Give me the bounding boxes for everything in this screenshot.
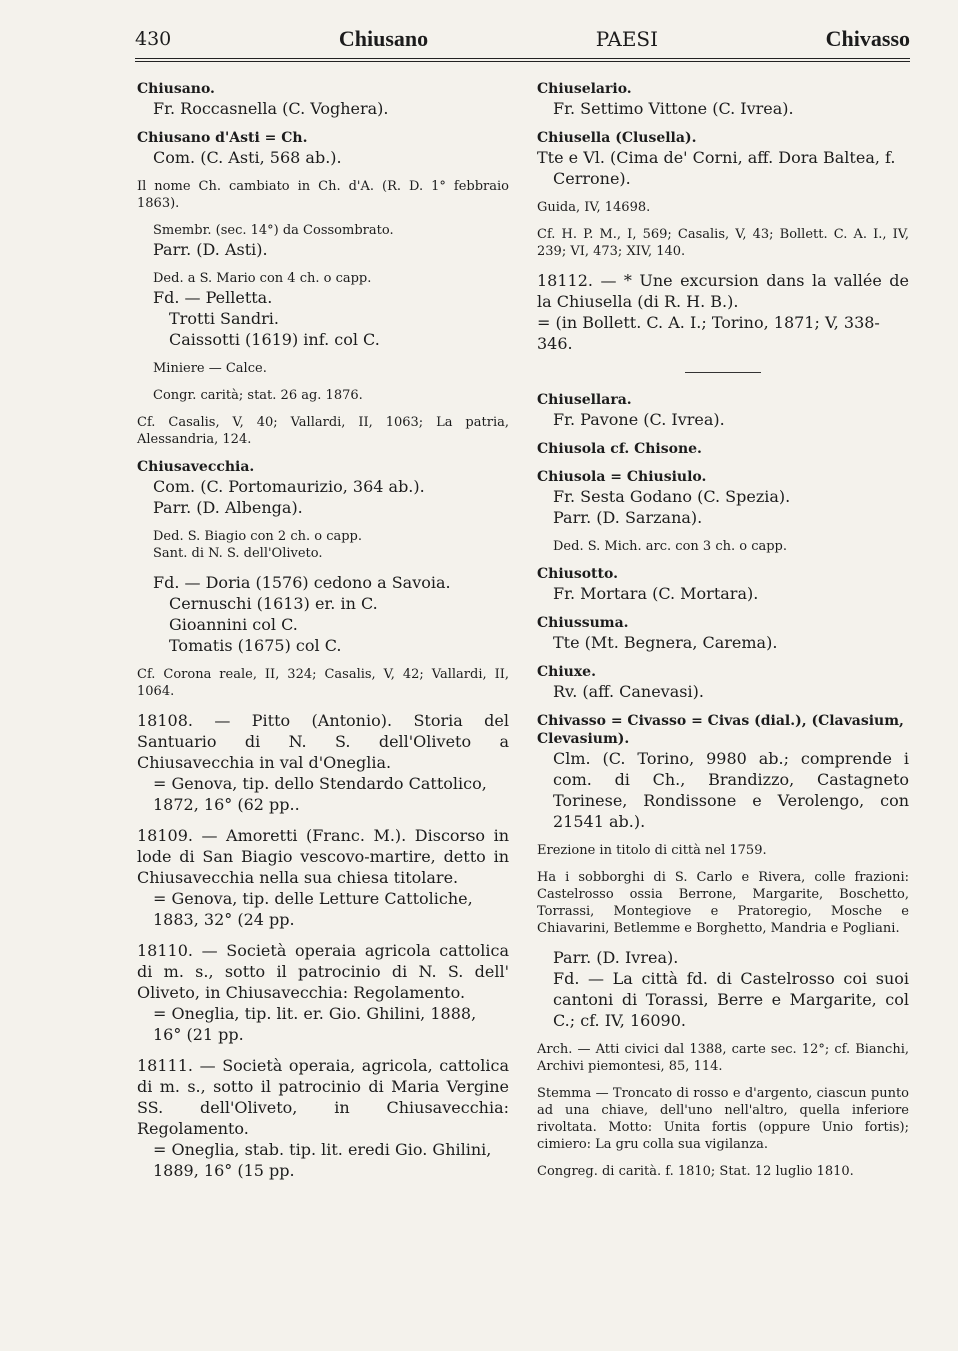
entry-line: Cf. Casalis, V, 40; Vallardi, II, 1063; La patria, Alessandria, 124. <box>137 415 509 447</box>
entry-line: Com. (C. Portomaurizio, 364 ab.). <box>153 477 425 496</box>
spacer <box>537 430 909 440</box>
page-number: 430 <box>135 28 172 50</box>
entry-line: Il nome Ch. cambiato in Ch. d'A. (R. D. 1° febbraio 1863). <box>137 179 509 211</box>
entry-headword: Chiusavecchia. <box>137 459 255 475</box>
entry-line: Arch. — Atti civici dal 1388, carte sec. 12°; cf. Bianchi, Archivi piemontesi, 85, 114. <box>537 1042 909 1074</box>
entry-headword: Chiusotto. <box>537 566 618 582</box>
entry-line: Fr. Settimo Vittone (C. Ivrea). <box>553 99 794 118</box>
entry-line: Parr. (D. Sarzana). <box>553 508 703 527</box>
entry-line: Ha i sobborghi di S. Carlo e Rivera, colle frazioni: Castelrosso ossia Berrone, Margarite, Boschetto, Torrassi, Montegiove e Pratoregio, Mosche e Chiavarini, Betlemme e Borghetto, Mandria e Pogliani. <box>537 870 909 936</box>
spacer <box>537 528 909 538</box>
entry-line: = Genova, tip. dello Stendardo Cattolico, 1872, 16° (62 pp.. <box>153 774 487 814</box>
entry-line: Congreg. di carità. f. 1810; Stat. 12 luglio 1810. <box>537 1164 854 1179</box>
left-column <box>137 80 509 1181</box>
entry-line: 18108. — Pitto (Antonio). Storia del Santuario di N. S. dell'Oliveto a Chiusavecchia in val d'Oneglia. <box>137 711 509 772</box>
entry-line: 18112. — * Une excursion dans la vallée de la Chiusella (di R. H. B.). <box>537 271 909 311</box>
spacer <box>537 119 909 129</box>
entry-line: = Oneglia, tip. lit. er. Gio. Ghilini, 1888, 16° (21 pp. <box>153 1004 477 1044</box>
spacer <box>137 404 509 414</box>
running-header <box>135 22 910 56</box>
entry-line: Clm. (C. Torino, 9980 ab.; comprende i com. di Ch., Brandizzo, Castagneto Torinese, Rondissone e Verolengo, con 21541 ab.). <box>553 749 909 831</box>
entry-headword: Chiuselario. <box>537 81 632 97</box>
entry-line: Sant. di N. S. dell'Oliveto. <box>153 546 323 561</box>
entry-line: Fd. — Pelletta. <box>153 288 273 307</box>
entry-line: Cernuschi (1613) er. in C. <box>169 594 378 613</box>
spacer <box>537 555 909 565</box>
section-separator <box>685 372 761 373</box>
header-rule-bottom <box>135 61 910 62</box>
spacer <box>537 859 909 869</box>
spacer <box>137 119 509 129</box>
spacer <box>137 448 509 458</box>
spacer <box>137 350 509 360</box>
spacer <box>537 260 909 270</box>
entry-line: Com. (C. Asti, 568 ab.). <box>153 148 342 167</box>
entry-line: Fd. — La città fd. di Castelrosso coi suoi cantoni di Torassi, Berre e Margarite, col C.; cf. IV, 16090. <box>553 969 909 1030</box>
spacer <box>137 518 509 528</box>
spacer <box>537 832 909 842</box>
entry-line: Erezione in titolo di città nel 1759. <box>537 843 767 858</box>
entry-headword: Chiusola = Chiusiulo. <box>537 469 707 485</box>
entry-line: = Genova, tip. delle Letture Cattoliche, 1883, 32° (24 pp. <box>153 889 473 929</box>
entry-line: Tomatis (1675) col C. <box>169 636 342 655</box>
right-column <box>537 80 909 1180</box>
entry-headword: Chiusano. <box>137 81 215 97</box>
spacer <box>537 1153 909 1163</box>
spacer <box>537 458 909 468</box>
entry-line: Tte (Mt. Begnera, Carema). <box>553 633 778 652</box>
spacer <box>137 377 509 387</box>
entry-line: Guida, IV, 14698. <box>537 200 651 215</box>
entry-line: Fr. Roccasnella (C. Voghera). <box>153 99 389 118</box>
right-running-title: Chivasso <box>825 26 910 51</box>
entry-headword: Chiussuma. <box>537 615 629 631</box>
entry-headword: Chiuxe. <box>537 664 596 680</box>
entry-line: Fr. Mortara (C. Mortara). <box>553 584 759 603</box>
entry-line: Congr. carità; stat. 26 ag. 1876. <box>153 388 363 403</box>
entry-line: Miniere — Calce. <box>153 361 267 376</box>
spacer <box>537 189 909 199</box>
left-running-title: Chiusano <box>338 26 429 51</box>
spacer <box>137 168 509 178</box>
entry-headword: Chivasso = Civasso = Civas (dial.), (Clavasium, Clevasium). <box>537 713 904 747</box>
entry-line: Fr. Pavone (C. Ivrea). <box>553 410 725 429</box>
spacer <box>537 702 909 712</box>
spacer <box>537 216 909 226</box>
entry-line: Fr. Sesta Godano (C. Spezia). <box>553 487 791 506</box>
spacer <box>537 604 909 614</box>
spacer <box>537 653 909 663</box>
entry-line: Cf. H. P. M., I, 569; Casalis, V, 43; Bollett. C. A. I., IV, 239; VI, 473; XIV, 140. <box>537 227 909 259</box>
entry-line: 18110. — Società operaia agricola cattolica di m. s., sotto il patrocinio di N. S. dell' Oliveto, in Chiusavecchia: Regolamento. <box>137 941 509 1002</box>
entry-line: = Oneglia, stab. tip. lit. eredi Gio. Ghilini, 1889, 16° (15 pp. <box>153 1140 492 1180</box>
spacer <box>537 937 909 947</box>
entry-headword: Chiusellara. <box>537 392 632 408</box>
spacer <box>137 930 509 940</box>
entry-line: Gioannini col C. <box>169 615 298 634</box>
spacer <box>137 212 509 222</box>
entry-line: Tte e Vl. (Cima de' Corni, aff. Dora Baltea, f. Cerrone). <box>537 148 896 188</box>
entry-line: Cf. Corona reale, II, 324; Casalis, V, 42; Vallardi, II, 1064. <box>137 667 509 699</box>
spacer <box>137 562 509 572</box>
header-rule-top <box>135 58 910 59</box>
entry-headword: Chiusano d'Asti = Ch. <box>137 130 308 146</box>
spacer <box>137 815 509 825</box>
entry-headword: Chiusella (Clusella). <box>537 130 697 146</box>
entry-line: Parr. (D. Albenga). <box>153 498 303 517</box>
entry-line: Ded. S. Mich. arc. con 3 ch. o capp. <box>553 539 788 554</box>
spacer <box>537 1031 909 1041</box>
spacer <box>137 656 509 666</box>
entry-line: Ded. S. Biagio con 2 ch. o capp. <box>153 529 363 544</box>
spacer <box>537 1075 909 1085</box>
spacer <box>137 260 509 270</box>
entry-line: Smembr. (sec. 14°) da Cossombrato. <box>153 223 394 238</box>
entry-line: Caissotti (1619) inf. col C. <box>169 330 380 349</box>
entry-line: Fd. — Doria (1576) cedono a Savoia. <box>153 573 451 592</box>
entry-line: Ded. a S. Mario con 4 ch. o capp. <box>153 271 372 286</box>
entry-line: = (in Bollett. C. A. I.; Torino, 1871; V, 338-346. <box>537 313 880 353</box>
spacer <box>137 700 509 710</box>
section-title: PAESI <box>595 27 659 51</box>
entry-line: Trotti Sandri. <box>169 309 279 328</box>
entry-headword: Chiusola cf. Chisone. <box>537 441 702 457</box>
entry-line: 18111. — Società operaia, agricola, cattolica di m. s., sotto il patrocinio di Maria Vergine SS. dell'Oliveto, in Chiusavecchia: Regolamento. <box>137 1056 509 1138</box>
spacer <box>137 1045 509 1055</box>
entry-line: 18109. — Amoretti (Franc. M.). Discorso in lode di San Biagio vescovo-martire, detto in Chiusavecchia nella sua chiesa titolare. <box>137 826 509 887</box>
entry-line: Parr. (D. Ivrea). <box>553 948 679 967</box>
entry-line: Parr. (D. Asti). <box>153 240 268 259</box>
entry-line: Rv. (aff. Canevasi). <box>553 682 704 701</box>
entry-line: Stemma — Troncato di rosso e d'argento, ciascun punto ad una chiave, dell'uno nell'altro, quella inferiore rivoltata. Motto: Unita fortis (oppure Unio fortis); cimiero: La gru colla sua vigilanza. <box>537 1086 909 1152</box>
